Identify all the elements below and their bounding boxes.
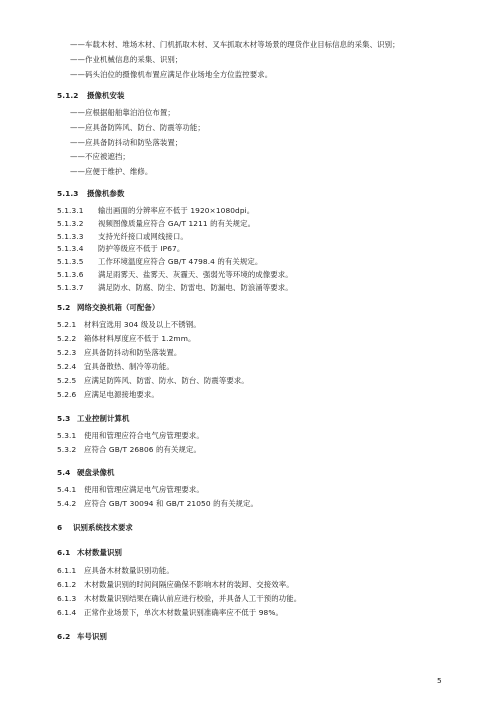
clause-number: 5.1.3.7: [57, 283, 84, 292]
section-heading: [57, 189, 124, 199]
section-heading: [57, 414, 129, 424]
clause-text: 输出画面的分辨率应不低于 1920×1080dpi。: [98, 206, 255, 215]
clause-item: [57, 244, 184, 254]
line-text: ——应根据船舶靠泊泊位布置；: [70, 108, 175, 117]
clause-number: 6.1.4: [57, 608, 77, 617]
clause-text: 木材数量识别结果在确认前应进行校验，并具备人工干预的功能。: [84, 594, 302, 603]
clause-item: [57, 485, 204, 495]
clause-number: 5.2.6: [57, 390, 77, 399]
clause-number: 5.1.3.3: [57, 232, 84, 241]
clause-number: 5.1.3.1: [57, 206, 84, 215]
clause-text: 木材数量识别的时间间隔应确保不影响木材的装卸、交接效率。: [84, 580, 294, 589]
clause-number: 5.4.1: [57, 485, 77, 494]
clause-text: 应满足电源接地要求。: [84, 390, 159, 399]
clause-text: 正常作业场景下，单次木材数量识别准确率应不低于 98%。: [84, 608, 283, 617]
clause-text: 应具备木材数量识别功能。: [84, 566, 174, 575]
clause-item: [57, 580, 294, 590]
section-title: 摄像机安装: [87, 91, 125, 100]
clause-text: 应具备防抖动和防坠落装置。: [84, 348, 182, 357]
clause-item: [57, 283, 293, 293]
clause-text: 支持光纤接口或网线接口。: [98, 232, 188, 241]
clause-number: 5.2.3: [57, 348, 77, 357]
scene-list-item: [70, 40, 400, 50]
clause-text: 防护等级应不低于 IP67。: [98, 244, 185, 253]
section-title: 网络交换机箱（可配备）: [77, 303, 160, 312]
line-text: ——应具备防抖动和防坠落装置；: [70, 138, 183, 147]
section-number: 5.2: [57, 303, 71, 312]
clause-text: 使用和管理应符合电气房管理要求。: [84, 431, 204, 440]
clause-item: [57, 219, 255, 229]
clause-number: 5.2.2: [57, 334, 77, 343]
line-text: ——车载木材、堆场木材、门机抓取木材、叉车抓取木材等场景的理货作业目标信息的采集、识别；: [70, 40, 400, 49]
clause-number: 5.3.1: [57, 431, 77, 440]
clause-text: 满足雨雾天、盐雾天、灰霾天、强弱光等环境的成像要求。: [98, 270, 293, 279]
clause-number: 5.2.5: [57, 376, 77, 385]
clause-text: 满足防水、防腐、防尘、防雷电、防漏电、防浪涌等要求。: [98, 283, 293, 292]
clause-number: 5.2.1: [57, 320, 77, 329]
clause-item: [57, 566, 174, 576]
clause-item: [57, 499, 258, 509]
clause-item: [57, 390, 159, 400]
clause-item: [57, 348, 181, 358]
clause-text: 应符合 GB/T 30094 和 GB/T 21050 的有关规定。: [84, 499, 259, 508]
section-title: 摄像机参数: [87, 189, 125, 198]
section-number: 5.1.3: [57, 189, 79, 198]
clause-number: 5.3.2: [57, 445, 77, 454]
clause-item: [57, 362, 174, 372]
clause-number: 6.1.3: [57, 594, 77, 603]
clause-item: [57, 376, 249, 386]
section-heading: [57, 91, 124, 101]
section-number: 5.4: [57, 468, 71, 477]
section-title: 木材数量识别: [77, 548, 122, 557]
install-list-item: [70, 123, 205, 133]
clause-number: 5.4.2: [57, 499, 77, 508]
clause-number: 5.2.4: [57, 362, 77, 371]
section-number: 5.1.2: [57, 91, 79, 100]
clause-item: [57, 270, 293, 280]
install-list-item: [70, 138, 182, 148]
clause-number: 6.1.2: [57, 580, 77, 589]
line-text: ——应具备防阵风、防台、防震等功能；: [70, 123, 205, 132]
clause-item: [57, 320, 201, 330]
clause-number: 6.1.1: [57, 566, 77, 575]
clause-number: 5.1.3.6: [57, 270, 84, 279]
section-number: 6.2: [57, 632, 71, 641]
clause-text: 材料宜选用 304 级及以上不锈钢。: [84, 320, 201, 329]
clause-item: [57, 257, 262, 267]
section-number: 6.1: [57, 548, 71, 557]
section-heading: [57, 468, 114, 478]
clause-item: [57, 334, 196, 344]
line-text: ——应便于维护、维修。: [70, 167, 153, 176]
section-title: 硬盘录像机: [77, 468, 115, 477]
section-heading: [57, 632, 107, 642]
clause-number: 5.1.3.2: [57, 219, 84, 228]
clause-number: 5.1.3.4: [57, 244, 84, 253]
clause-item: [57, 594, 301, 604]
clause-item: [57, 206, 254, 216]
clause-text: 视频图像质量应符合 GA/T 1211 的有关规定。: [98, 219, 256, 228]
section-number: 5.3: [57, 414, 71, 423]
section-title: 车号识别: [77, 632, 107, 641]
chapter-title: 识别系统技术要求: [73, 523, 133, 532]
line-text: ——作业机械信息的采集、识别；: [70, 55, 183, 64]
line-text: ——码头泊位的摄像机布置应满足作业场地全方位监控要求。: [70, 70, 273, 79]
clause-text: 工作环境温度应符合 GB/T 4798.4 的有关规定。: [98, 257, 263, 266]
clause-item: [57, 608, 283, 618]
install-list-item: [70, 152, 130, 162]
page-number: 5: [437, 676, 442, 685]
clause-item: [57, 232, 188, 242]
section-heading: [57, 548, 122, 558]
clause-text: 宜具备散热、制冷等功能。: [84, 362, 174, 371]
install-list-item: [70, 167, 152, 177]
chapter-heading: [57, 523, 133, 533]
scene-list-item: [70, 55, 182, 65]
install-list-item: [70, 108, 175, 118]
clause-text: 箱体材料厚度应不低于 1.2mm。: [84, 334, 196, 343]
clause-item: [57, 445, 201, 455]
section-title: 工业控制计算机: [77, 414, 130, 423]
clause-text: 应满足防阵风、防雷、防水、防台、防震等要求。: [84, 376, 249, 385]
scene-list-item: [70, 70, 272, 80]
section-heading: [57, 303, 159, 313]
clause-number: 5.1.3.5: [57, 257, 84, 266]
clause-item: [57, 431, 204, 441]
chapter-number: 6: [57, 523, 63, 532]
clause-text: 应符合 GB/T 26806 的有关规定。: [84, 445, 201, 454]
clause-text: 使用和管理应满足电气房管理要求。: [84, 485, 204, 494]
line-text: ——不应被遮挡；: [70, 152, 130, 161]
